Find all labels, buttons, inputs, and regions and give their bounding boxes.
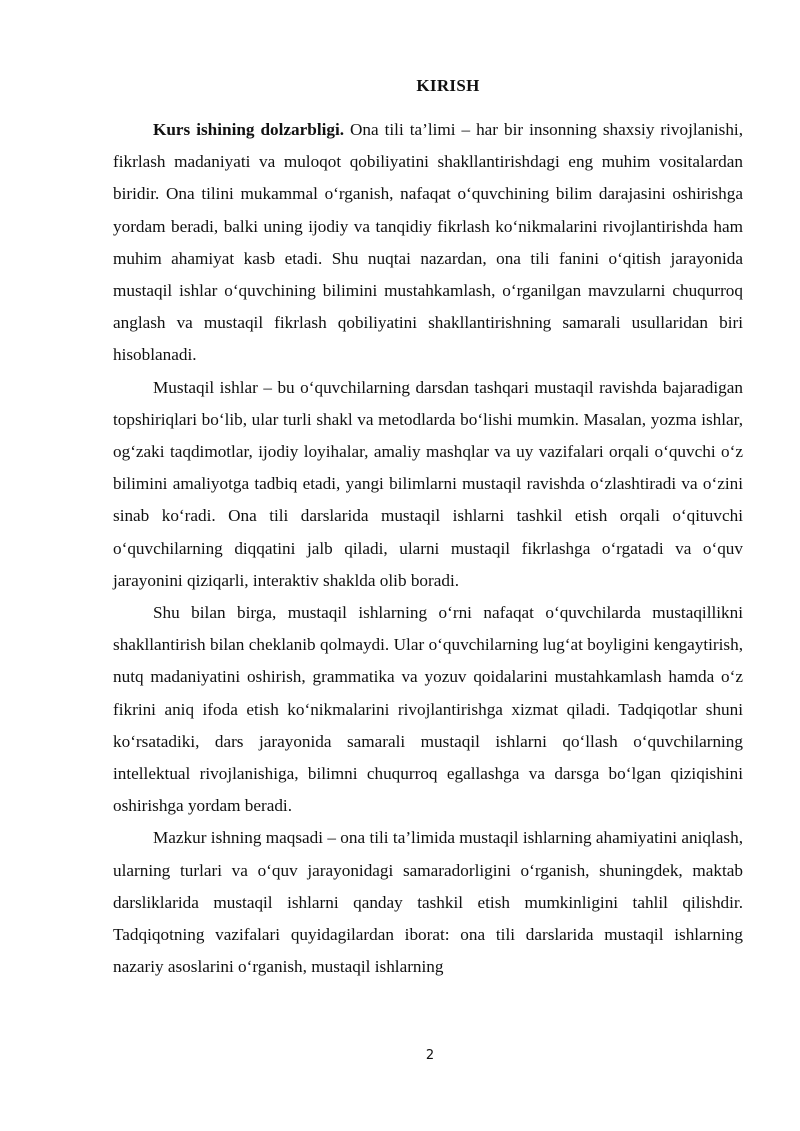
paragraph-relevance xyxy=(113,114,743,372)
paragraph-lead: Kurs ishining dolzarbligi. xyxy=(153,120,345,139)
paragraph-role xyxy=(113,597,743,822)
paragraph-text: Shu bilan birga, mustaqil ishlarning o‘rni nafaqat o‘quvchilarda mustaqillikni shakllantirish bilan cheklanib qolmaydi. Ular o‘quvchilarning lug‘at boyligini kengaytirish, nutq madaniyatini oshirish, grammatika va yozuv qoidalarini mustahkamlash hamda o‘z fikrini aniq ifoda etish ko‘nikmalarini rivojlantirishga xizmat qiladi. Tadqiqotlar shuni ko‘rsatadiki, dars jarayonida samarali mustaqil ishlarni qo‘llash o‘quvchilarning intellektual rivojlanishiga, bilimni chuqurroq egallashga va darsga bo‘lgan qiziqishini oshirishga yordam beradi. xyxy=(113,603,743,816)
paragraph-text: Mazkur ishning maqsadi – ona tili ta’limida mustaqil ishlarning ahamiyatini aniqlash, ularning turlari va o‘quv jarayonidagi samaradorligini o‘rganish, shuningdek, maktab darsliklarida mustaqil ishlarni qanday tashkil etish mumkinligini tahlil qilishdir. Tadqiqotning vazifalari quyidagilardan iborat: ona tili darslarida mustaqil ishlarning nazariy asoslarini o‘rganish, mustaqil ishlarning xyxy=(113,828,743,977)
paragraph-goal xyxy=(113,822,743,983)
section-heading: KIRISH xyxy=(416,76,480,95)
page-number: 2 xyxy=(425,1048,435,1063)
paragraph-independent-work xyxy=(113,372,743,597)
paragraph-text: Ona tili ta’limi – har bir insonning shaxsiy rivojlanishi, fikrlash madaniyati va muloqot qobiliyatini shakllantirishdagi eng muhim vositalardan biridir. Ona tilini mukammal o‘rganish, nafaqat o‘quvchining bilim darajasini oshirishga yordam beradi, balki uning ijodiy va tanqidiy fikrlash ko‘nikmalarini rivojlantirishda ham muhim ahamiyat kasb etadi. Shu nuqtai nazardan, ona tili fanini o‘qitish jarayonida mustaqil ishlar o‘quvchining bilimini mustahkamlash, o‘rganilgan mavzularni chuqurroq anglash va mustaqil fikrlash qobiliyatini shakllantirishning samarali usullaridan biri hisoblanadi. xyxy=(113,120,743,365)
paragraph-text: Mustaqil ishlar – bu o‘quvchilarning darsdan tashqari mustaqil ravishda bajaradigan topshiriqlari bo‘lib, ular turli shakl va metodlarda bo‘lishi mumkin. Masalan, yozma ishlar, og‘zaki taqdimotlar, ijodiy loyihalar, amaliy mashqlar va uy vazifalari orqali o‘quvchi o‘z bilimini amaliyotga tadbiq etadi, yangi bilimlarni mustaqil ravishda o‘zlashtiradi va o‘zini sinab ko‘radi. Ona tili darslarida mustaqil ishlarni tashkil etish orqali o‘qituvchi o‘quvchilarning diqqatini jalb qiladi, ularni mustaqil fikrlashga o‘rgatadi va o‘quv jarayonini qiziqarli, interaktiv shaklda olib boradi. xyxy=(113,377,743,590)
body-text xyxy=(113,114,743,983)
